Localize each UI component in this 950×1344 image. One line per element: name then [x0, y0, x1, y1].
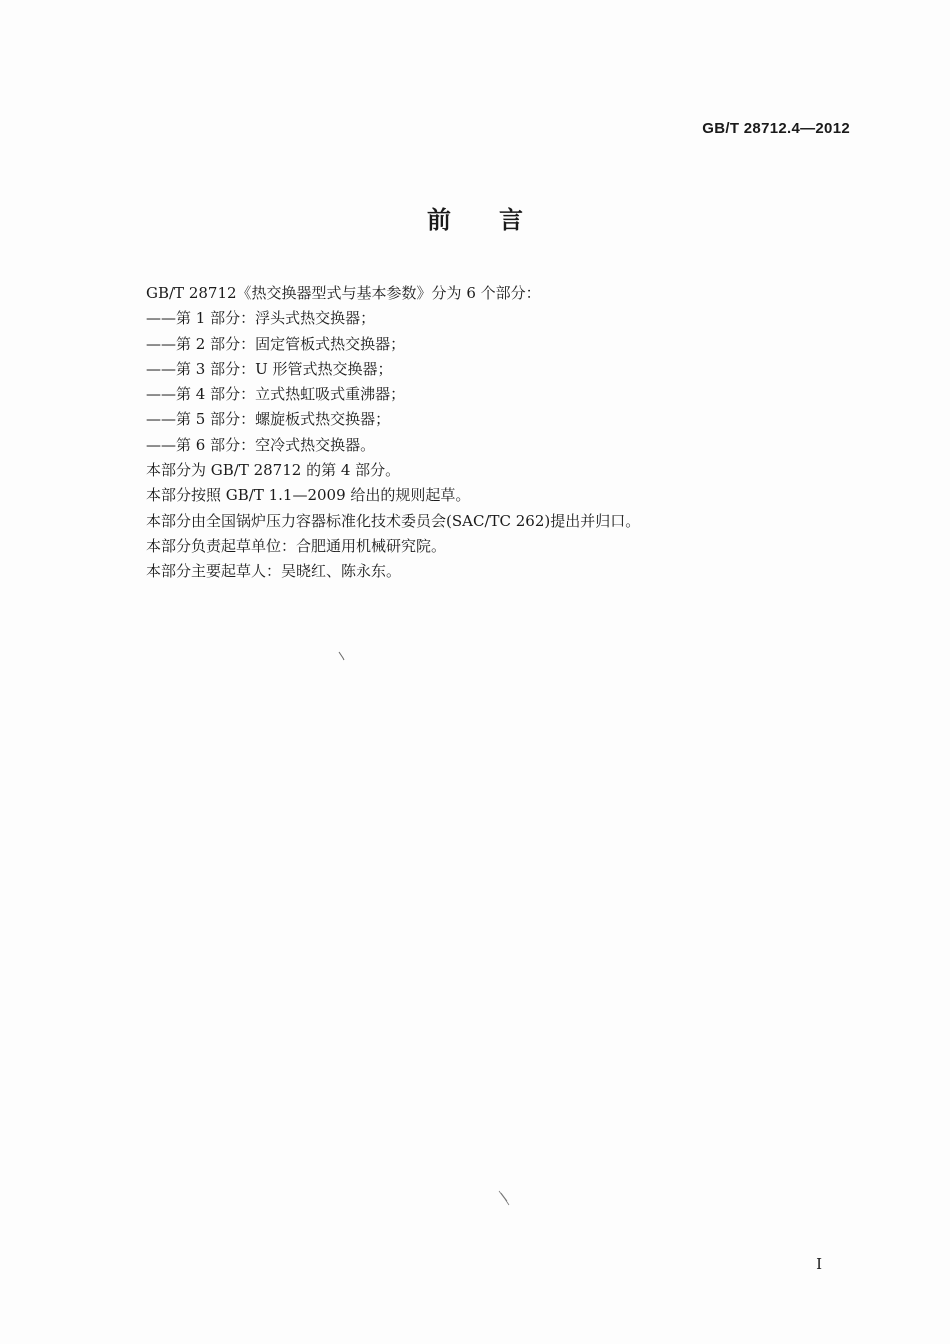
- standard-code: GB/T 28712.4—2012: [702, 120, 850, 137]
- page-title: 前言: [427, 206, 571, 234]
- scan-speck-mark: [338, 651, 346, 661]
- list-item-part-2: ——第 2 部分：固定管板式热交换器；: [146, 334, 406, 353]
- scan-speck-mark: [497, 1190, 511, 1206]
- list-item-part-4: ——第 4 部分：立式热虹吸式重沸器；: [146, 385, 406, 404]
- paragraph-drafting-rules: 本部分按照 GB/T 1.1—2009 给出的规则起草。: [146, 486, 471, 505]
- paragraph-committee: 本部分由全国锅炉压力容器标准化技术委员会(SAC/TC 262)提出并归口。: [146, 511, 641, 530]
- list-item-part-1: ——第 1 部分：浮头式热交换器；: [146, 309, 376, 328]
- list-item-part-6: ——第 6 部分：空冷式热交换器。: [146, 435, 376, 454]
- paragraph-part-statement: 本部分为 GB/T 28712 的第 4 部分。: [146, 461, 401, 480]
- paragraph-intro: GB/T 28712《热交换器型式与基本参数》分为 6 个部分：: [146, 284, 541, 302]
- page-number: I: [816, 1255, 822, 1273]
- paragraph-drafters: 本部分主要起草人：吴晓红、陈永东。: [146, 562, 402, 581]
- list-item-part-3: ——第 3 部分：U 形管式热交换器；: [146, 359, 393, 378]
- paragraph-drafting-unit: 本部分负责起草单位：合肥通用机械研究院。: [146, 536, 447, 555]
- list-item-part-5: ——第 5 部分：螺旋板式热交换器；: [146, 410, 391, 429]
- foreword-body: [146, 281, 836, 585]
